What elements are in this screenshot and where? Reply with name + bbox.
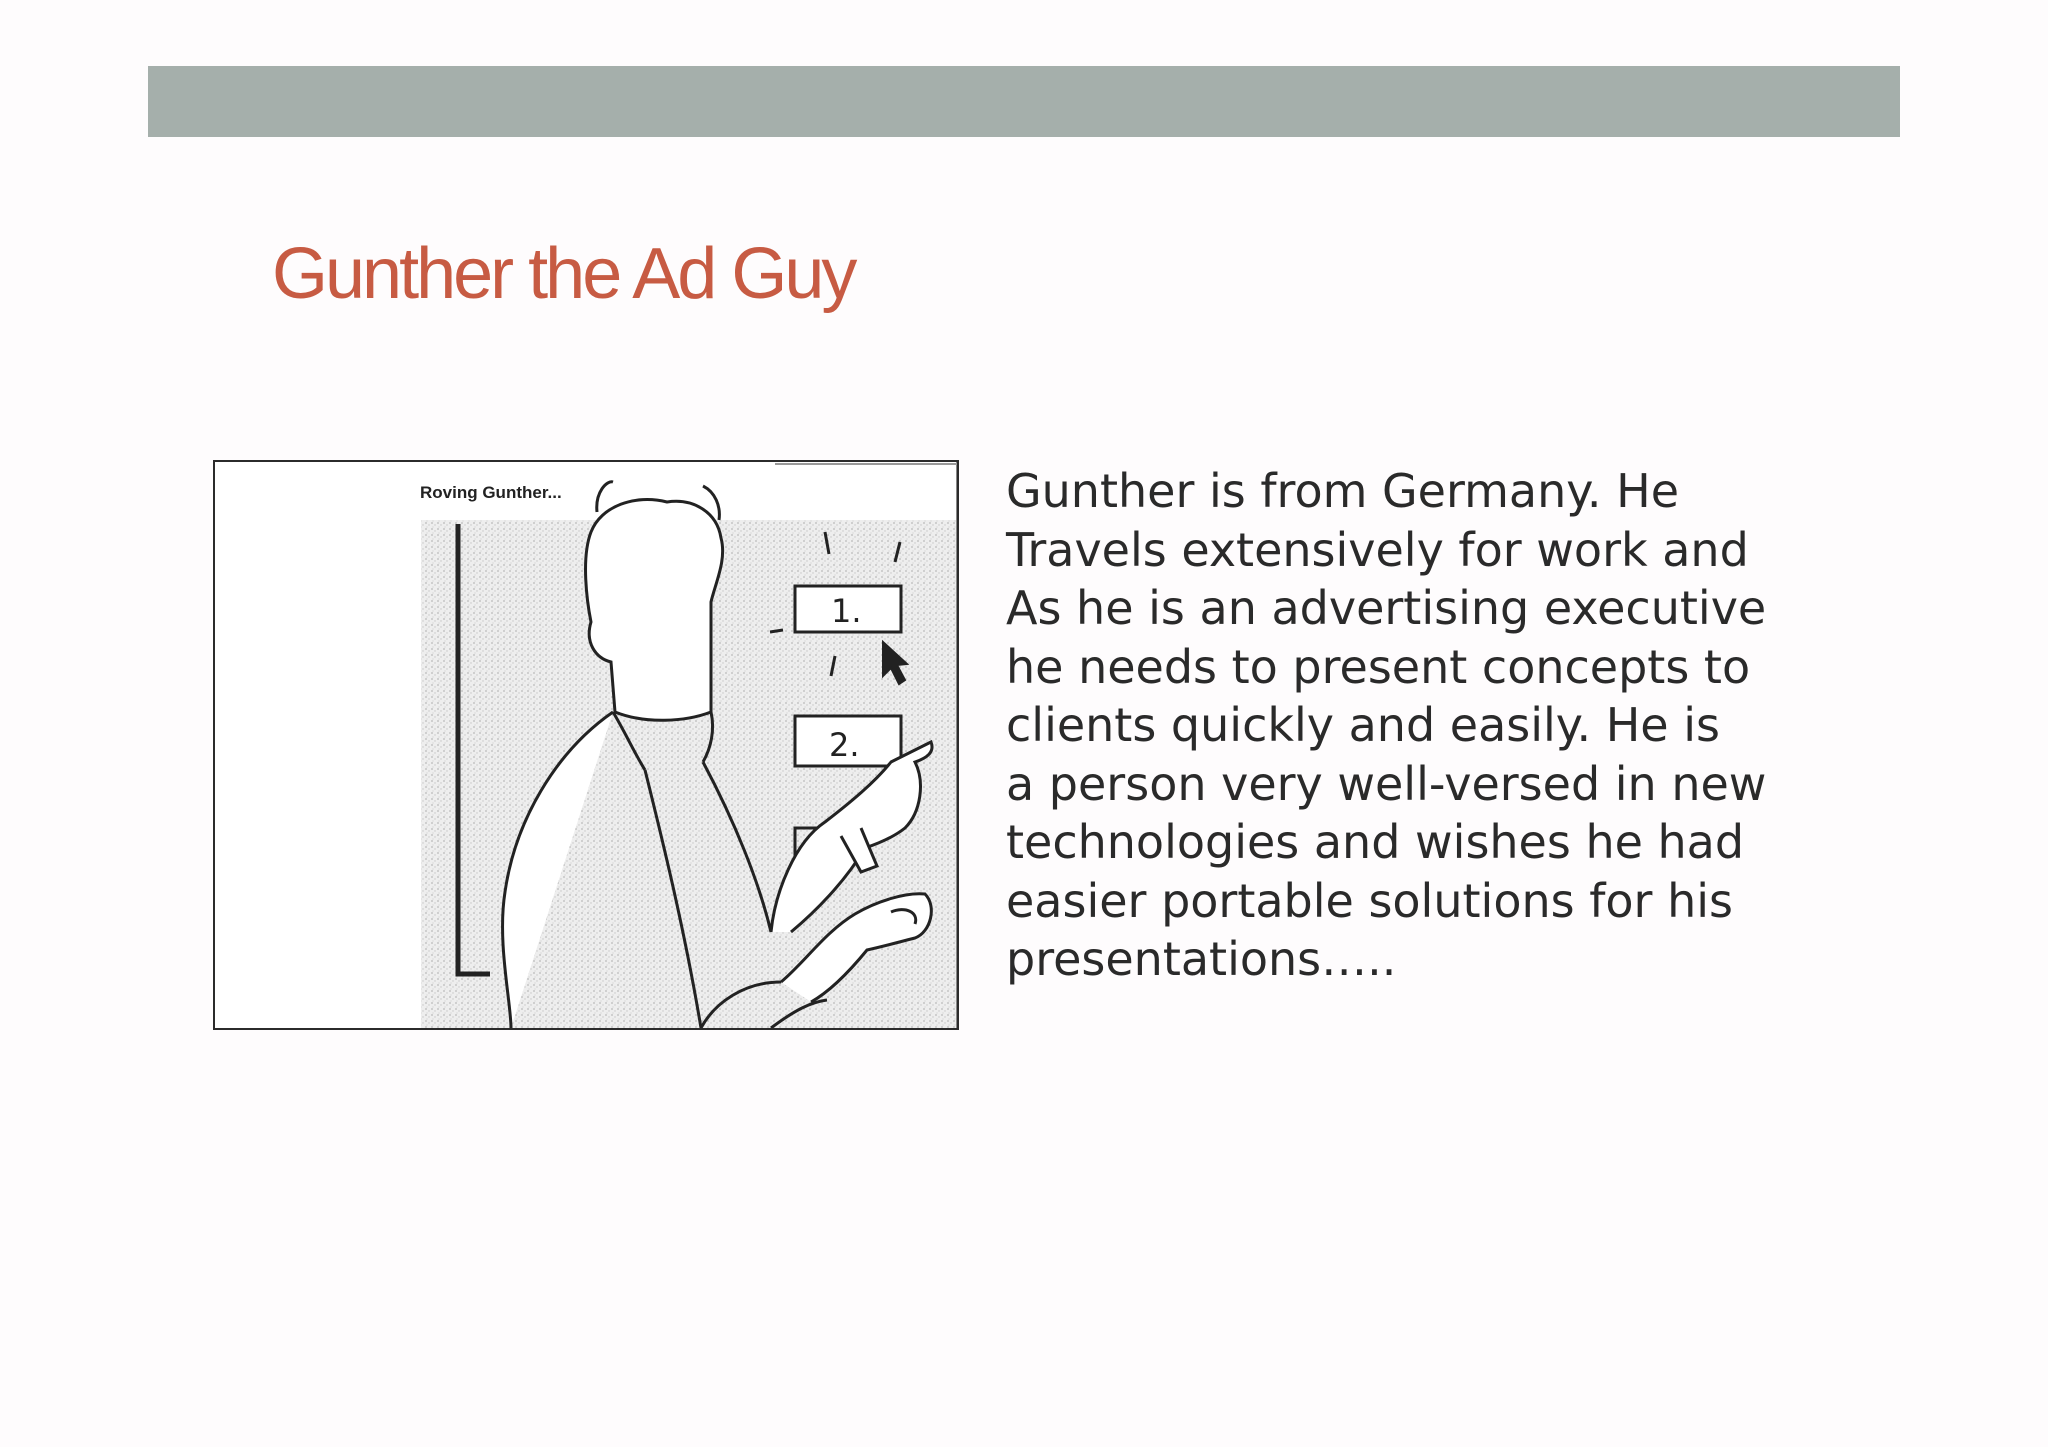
slide-title: Gunther the Ad Guy — [272, 234, 855, 314]
sketch-caption: Roving Gunther... — [420, 483, 562, 502]
slide-body-text: Gunther is from Germany. He Travels extensively for work and As he is an advertising executive he needs to present concepts to clients quickly and easily. He is a person very well-versed in new technologies and wishes he had easier portable solutions for his presentations….. — [1006, 464, 1767, 986]
sketch-illustration — [213, 460, 959, 1030]
sketch-box-1-label: 1. — [831, 592, 862, 630]
header-bar — [148, 66, 1900, 137]
sketch-box-2-label: 2. — [829, 726, 860, 764]
